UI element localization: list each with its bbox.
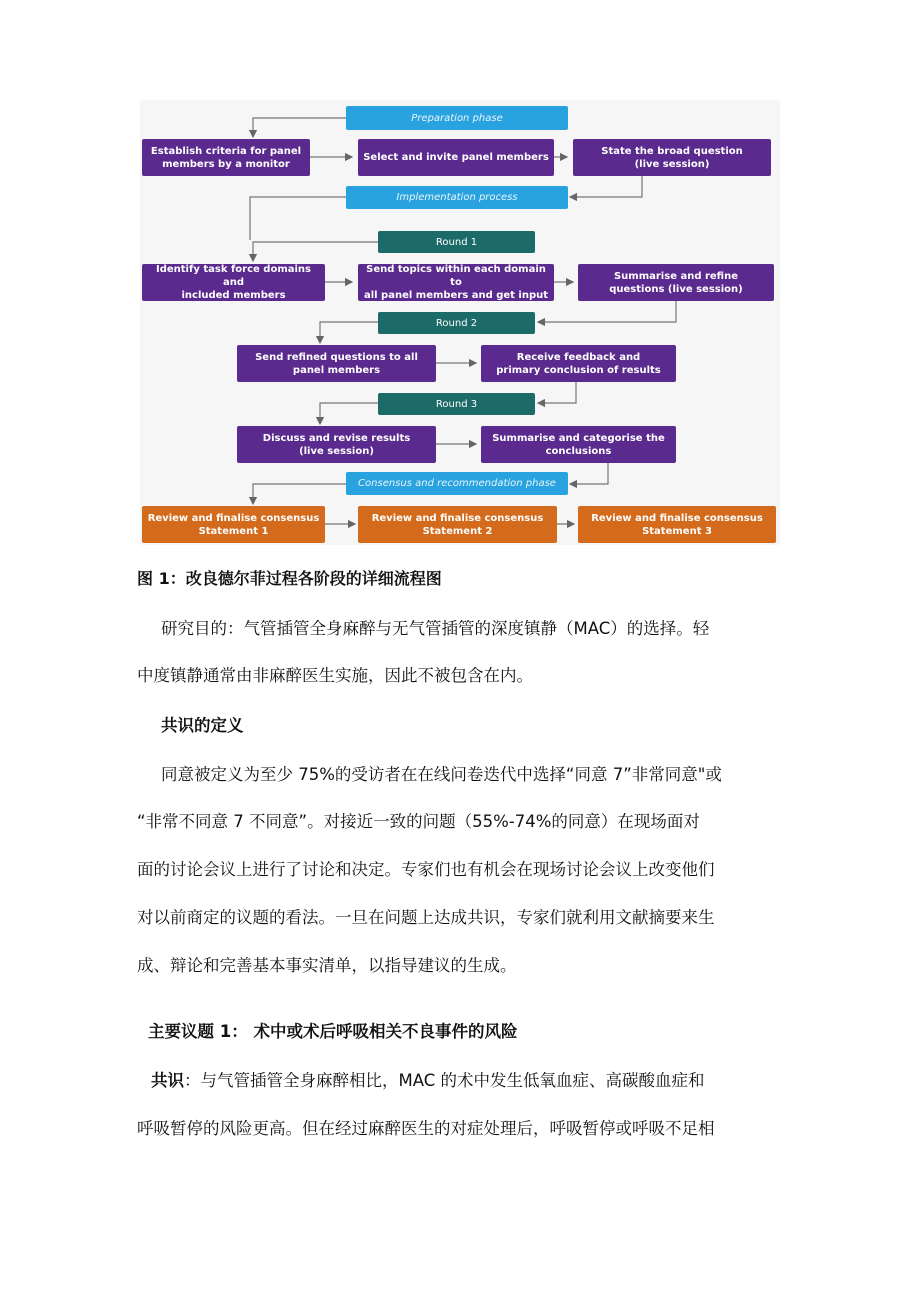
step-send-refined: Send refined questions to all panel members <box>237 345 436 382</box>
section-heading-consensus-definition: 共识的定义 <box>161 716 244 735</box>
topic-1-heading: 主要议题 1： 术中或术后呼吸相关不良事件的风险 <box>148 1022 518 1041</box>
step-review-statement-2: Review and finalise consensus Statement 2 <box>358 506 557 543</box>
step-select-invite: Select and invite panel members <box>358 139 554 176</box>
purpose-line-2: 中度镇静通常由非麻醉医生实施，因此不被包含在内。 <box>137 666 533 685</box>
figure-caption: 图 1：改良德尔菲过程各阶段的详细流程图 <box>137 569 442 588</box>
round-2-label: Round 2 <box>378 312 535 334</box>
consensus-phase-label: Consensus and recommendation phase <box>346 472 568 495</box>
step-summarise-refine: Summarise and refine questions (live session) <box>578 264 774 301</box>
definition-line-4: 对以前商定的议题的看法。一旦在问题上达成共识，专家们就利用文献摘要来生 <box>137 908 715 927</box>
definition-line-2: “非常不同意 7 不同意”。对接近一致的问题（55%-74%的同意）在现场面对 <box>137 812 700 831</box>
step-state-question: State the broad question (live session) <box>573 139 771 176</box>
step-identify-domains: Identify task force domains and included members <box>142 264 325 301</box>
step-summarise-categorise: Summarise and categorise the conclusions <box>481 426 676 463</box>
step-receive-feedback: Receive feedback and primary conclusion of results <box>481 345 676 382</box>
step-send-topics: Send topics within each domain to all panel members and get input <box>358 264 554 301</box>
step-review-statement-3: Review and finalise consensus Statement 3 <box>578 506 776 543</box>
round-1-label: Round 1 <box>378 231 535 253</box>
delphi-flowchart <box>140 100 780 545</box>
consensus-line-2: 呼吸暂停的风险更高。但在经过麻醉医生的对症处理后，呼吸暂停或呼吸不足相 <box>137 1119 715 1138</box>
definition-line-5: 成、辩论和完善基本事实清单，以指导建议的生成。 <box>137 956 517 975</box>
preparation-phase-label: Preparation phase <box>346 106 568 130</box>
consensus-line-1 <box>137 1062 801 1099</box>
step-discuss-revise: Discuss and revise results (live session) <box>237 426 436 463</box>
round-3-label: Round 3 <box>378 393 535 415</box>
consensus-line-1-text: ：与气管插管全身麻醉相比，MAC 的术中发生低氧血症、高碳酸血症和 <box>184 1071 705 1090</box>
step-review-statement-1: Review and finalise consensus Statement 1 <box>142 506 325 543</box>
step-establish-criteria: Establish criteria for panel members by a monitor <box>142 139 310 176</box>
implementation-process-label: Implementation process <box>346 186 568 209</box>
definition-line-3: 面的讨论会议上进行了讨论和决定。专家们也有机会在现场讨论会议上改变他们 <box>137 860 715 879</box>
consensus-label: 共识 <box>151 1071 184 1090</box>
purpose-line-1: 研究目的：气管插管全身麻醉与无气管插管的深度镇静（MAC）的选择。轻 <box>161 619 710 638</box>
definition-line-1: 同意被定义为至少 75%的受访者在在线问卷迭代中选择“同意 7”非常同意"或 <box>161 765 722 784</box>
